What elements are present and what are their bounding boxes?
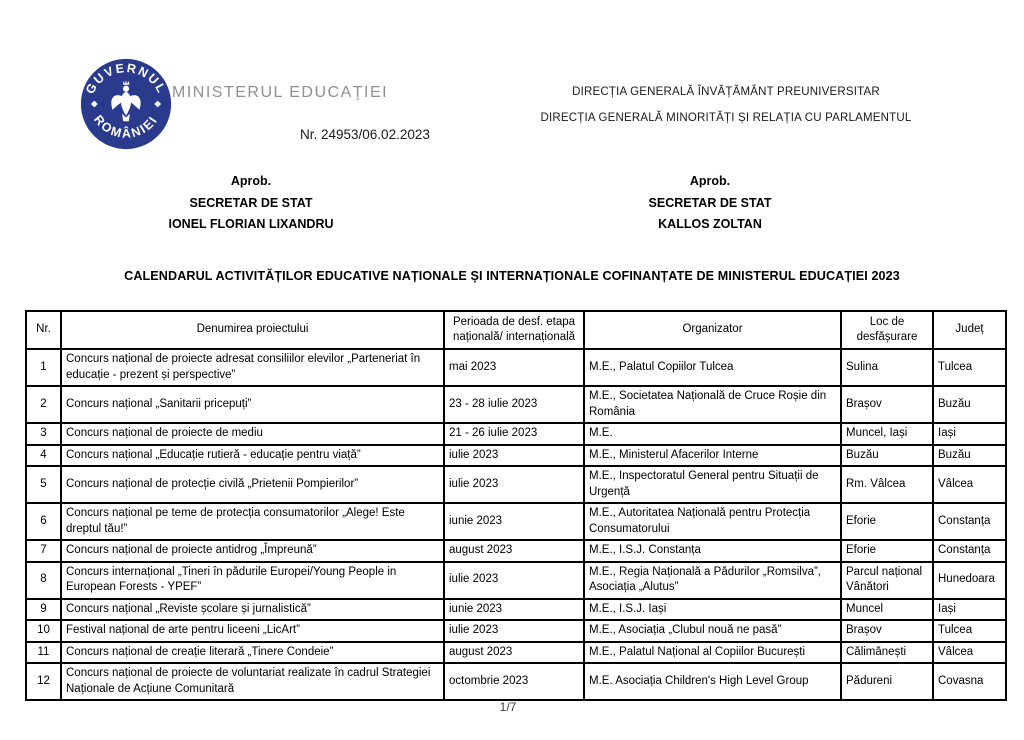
table-row xyxy=(26,423,1006,445)
table-cell: Eforie xyxy=(841,540,933,562)
table-cell: iunie 2023 xyxy=(444,503,584,540)
table-cell: Brașov xyxy=(841,620,933,642)
department-line-1: DIRECȚIA GENERALĂ ÎNVĂȚĂMÂNT PREUNIVERSITAR xyxy=(572,86,880,98)
table-cell: 5 xyxy=(26,466,61,503)
calendar-table xyxy=(25,310,1007,701)
table-cell: Constanța xyxy=(933,503,1006,540)
approval-role: SECRETAR DE STAT xyxy=(648,195,772,210)
table-cell: octombrie 2023 xyxy=(444,663,584,700)
government-logo-icon xyxy=(78,56,174,152)
table-cell: M.E., Ministerul Afacerilor Interne xyxy=(584,445,841,467)
table-cell: M.E., Autoritatea Națională pentru Protecția Consumatorului xyxy=(584,503,841,540)
table-row xyxy=(26,599,1006,621)
column-header-organizator: Organizator xyxy=(584,311,841,349)
department-block xyxy=(520,79,932,131)
table-cell: 3 xyxy=(26,423,61,445)
table-cell: Tulcea xyxy=(933,620,1006,642)
table-cell: Concurs național „Educație rutieră - educație pentru viață” xyxy=(61,445,444,467)
table-cell: Muncel, Iași xyxy=(841,423,933,445)
table-cell: 1 xyxy=(26,349,61,386)
table-cell: Concurs național de proiecte de mediu xyxy=(61,423,444,445)
table-cell: 2 xyxy=(26,386,61,423)
table-cell: iulie 2023 xyxy=(444,562,584,599)
table-cell: M.E., Inspectoratul General pentru Situații de Urgență xyxy=(584,466,841,503)
table-cell: M.E., I.S.J. Iași xyxy=(584,599,841,621)
table-cell: Rm. Vâlcea xyxy=(841,466,933,503)
table-cell: Buzău xyxy=(933,386,1006,423)
table-cell: Eforie xyxy=(841,503,933,540)
table-cell: M.E., Palatul Național al Copiilor București xyxy=(584,642,841,664)
table-cell: 21 - 26 iulie 2023 xyxy=(444,423,584,445)
table-row xyxy=(26,620,1006,642)
table-cell: Brașov xyxy=(841,386,933,423)
table-cell: Constanța xyxy=(933,540,1006,562)
table-cell: Covasna xyxy=(933,663,1006,700)
table-cell: Concurs internațional „Tineri în pădurile Europei/Young People in European Forests - YPEF” xyxy=(61,562,444,599)
approval-label: Aprob. xyxy=(230,174,272,188)
column-header-loc: Loc de desfășurare xyxy=(841,311,933,349)
table-cell: Parcul național Vânători xyxy=(841,562,933,599)
table-cell: M.E., Asociația „Clubul nouă ne pasă” xyxy=(584,620,841,642)
department-line-2: DIRECȚIA GENERALĂ MINORITĂȚI ȘI RELAȚIA CU PARLAMENTUL xyxy=(540,112,912,124)
table-cell: 12 xyxy=(26,663,61,700)
table-row xyxy=(26,540,1006,562)
table-cell: 6 xyxy=(26,503,61,540)
table-cell: M.E. xyxy=(584,423,841,445)
column-header-judet: Județ xyxy=(933,311,1006,349)
column-header-nr: Nr. xyxy=(26,311,61,349)
table-cell: iulie 2023 xyxy=(444,445,584,467)
page-number: 1/7 xyxy=(499,700,517,714)
table-cell: Iași xyxy=(933,599,1006,621)
table-cell: Concurs național de proiecte antidrog „Împreună” xyxy=(61,540,444,562)
approval-block-right xyxy=(590,171,830,236)
table-cell: Iași xyxy=(933,423,1006,445)
table-cell: 11 xyxy=(26,642,61,664)
table-cell: 7 xyxy=(26,540,61,562)
table-row xyxy=(26,642,1006,664)
table-cell: Concurs național de creație literară „Tinere Condeie” xyxy=(61,642,444,664)
document-number: Nr. 24953/06.02.2023 xyxy=(300,127,430,142)
table-cell: Concurs național de protecție civilă „Prietenii Pompierilor” xyxy=(61,466,444,503)
table-row xyxy=(26,663,1006,700)
table-cell: 9 xyxy=(26,599,61,621)
table-cell: 4 xyxy=(26,445,61,467)
table-row xyxy=(26,386,1006,423)
table-cell: Sulina xyxy=(841,349,933,386)
approval-label: Aprob. xyxy=(689,174,731,188)
logo-bottom-text: ROMÂNIEI xyxy=(91,112,161,141)
table-cell: 8 xyxy=(26,562,61,599)
table-cell: Hunedoara xyxy=(933,562,1006,599)
table-cell: Vâlcea xyxy=(933,466,1006,503)
table-cell: M.E., Societatea Națională de Cruce Roșie din România xyxy=(584,386,841,423)
table-body xyxy=(26,349,1006,700)
table-row xyxy=(26,466,1006,503)
page-title: CALENDARUL ACTIVITĂȚILOR EDUCATIVE NAȚIONALE ȘI INTERNAȚIONALE COFINANȚATE DE MINISTERUL EDUCAȚIEI 2023 xyxy=(124,269,900,283)
table-header-row xyxy=(26,311,1006,349)
table-row xyxy=(26,349,1006,386)
table-cell: 10 xyxy=(26,620,61,642)
table-cell: Buzău xyxy=(933,445,1006,467)
table-cell: august 2023 xyxy=(444,642,584,664)
table-cell: iunie 2023 xyxy=(444,599,584,621)
table-cell: mai 2023 xyxy=(444,349,584,386)
table-cell: Călimănești xyxy=(841,642,933,664)
table-cell: Vâlcea xyxy=(933,642,1006,664)
table-cell: 23 - 28 iulie 2023 xyxy=(444,386,584,423)
table-cell: Pădureni xyxy=(841,663,933,700)
table-row xyxy=(26,445,1006,467)
approval-name: IONEL FLORIAN LIXANDRU xyxy=(168,217,334,231)
table-cell: Concurs național de proiecte adresat consiliilor elevilor „Parteneriat în educație - prezent și perspective” xyxy=(61,349,444,386)
logo-top-text: GUVERNUL xyxy=(82,61,170,97)
table-row xyxy=(26,562,1006,599)
table-cell: Concurs național pe teme de protecția consumatorilor „Alege! Este dreptul tău!” xyxy=(61,503,444,540)
table-cell: M.E., Palatul Copiilor Tulcea xyxy=(584,349,841,386)
table-cell: M.E., Regia Națională a Pădurilor „Romsilva”, Asociația „Alutus” xyxy=(584,562,841,599)
table-cell: M.E. Asociația Children's High Level Group xyxy=(584,663,841,700)
table-cell: iulie 2023 xyxy=(444,466,584,503)
table-cell: Concurs național „Reviste școlare și jurnalistică” xyxy=(61,599,444,621)
table-cell: M.E., I.S.J. Constanța xyxy=(584,540,841,562)
table-cell: iulie 2023 xyxy=(444,620,584,642)
table-cell: Tulcea xyxy=(933,349,1006,386)
column-header-perioada: Perioada de desf. etapa națională/ internațională xyxy=(444,311,584,349)
column-header-denumirea: Denumirea proiectului xyxy=(61,311,444,349)
approval-block-left xyxy=(131,171,371,236)
table-cell: Buzău xyxy=(841,445,933,467)
table-cell: Concurs național „Sanitarii pricepuți” xyxy=(61,386,444,423)
table-row xyxy=(26,503,1006,540)
table-cell: Concurs național de proiecte de voluntariat realizate în cadrul Strategiei Naționale de Acțiune Comunitară xyxy=(61,663,444,700)
table-cell: Muncel xyxy=(841,599,933,621)
table-cell: Festival național de arte pentru liceeni „LicArt” xyxy=(61,620,444,642)
approval-role: SECRETAR DE STAT xyxy=(189,195,313,210)
approval-name: KALLOS ZOLTAN xyxy=(658,217,762,231)
table-cell: august 2023 xyxy=(444,540,584,562)
ministry-title: MINISTERUL EDUCAȚIEI xyxy=(172,84,389,101)
